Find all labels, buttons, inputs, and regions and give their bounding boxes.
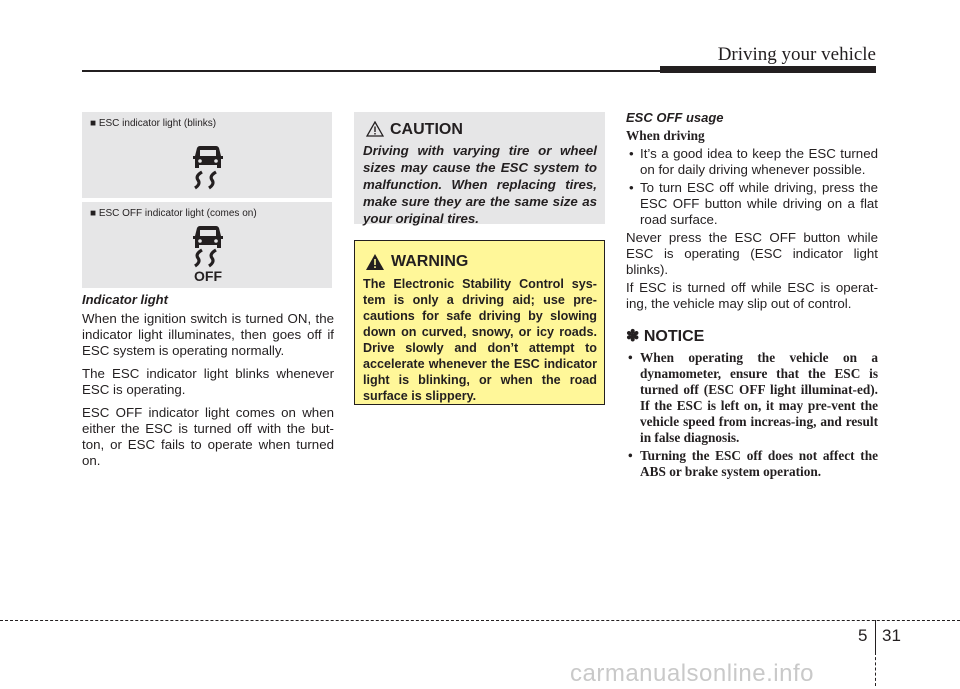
indicator-light-paragraph: ESC OFF indicator light comes on when either the ESC is turned off with the but-ton, or ESC fails to operate when turned on. (82, 405, 334, 468)
warning-title: WARNING (391, 253, 469, 270)
list-item: • When operating the vehicle on a dynamometer, ensure that the ESC is turned off (ESC OFF light illuminat-ed). If the ESC is left on, it may pre-vent the vehicle speed from increas-ing, and result in false diagnosis. (626, 350, 878, 446)
esc-off-car-skid-icon (188, 224, 228, 268)
warning-body: The Electronic Stability Control sys-tem is only a driving aid; use pre-cautions for safe driving by slowing down on curved, snowy, or icy roads. Drive slowly and don’t attempt to accelerate whenever the ESC indicator light is blinking, or when the road surface is slippery. (363, 277, 597, 403)
esc-off-usage-paragraph: Never press the ESC OFF button while ESC is operating (ESC indicator light blinks). (626, 230, 878, 277)
caution-body: Driving with varying tire or wheel sizes may cause the ESC system to malfunction. When replacing tires, make sure they are the same size as your original tires. (363, 143, 597, 226)
off-label: OFF (194, 268, 222, 284)
notice-title: ✽ NOTICE (626, 328, 705, 345)
list-item: • Turning the ESC off does not affect the ABS or brake system operation. (626, 448, 878, 480)
esc-indicator-caption: ■ ESC indicator light (blinks) (90, 118, 217, 129)
page-number-divider (875, 620, 876, 652)
esc-car-skid-icon (188, 144, 228, 192)
esc-off-indicator-caption: ■ ESC OFF indicator light (comes on) (90, 208, 257, 219)
warning-triangle-icon (365, 253, 385, 271)
esc-off-usage-list (626, 146, 878, 228)
indicator-light-paragraph: The ESC indicator light blinks whenever ESC is operating. (82, 366, 334, 397)
chapter-number: 5 (858, 626, 868, 645)
indicator-light-section (82, 292, 334, 476)
page-number: 31 (882, 626, 901, 645)
esc-off-usage-paragraph: If ESC is turned off while ESC is operat-ing, the vehicle may slip out of control. (626, 280, 878, 311)
caution-triangle-icon (366, 121, 384, 137)
esc-off-usage-heading: ESC OFF usage (626, 110, 724, 125)
watermark: carmanualsonline.info (570, 660, 814, 687)
footer-vertical-rule (875, 652, 876, 686)
caution-box (354, 112, 605, 224)
list-item: • To turn ESC off while driving, press the ESC OFF button while driving on a flat road surface. (626, 180, 878, 228)
esc-off-usage-section (626, 110, 878, 482)
header-rule (82, 70, 662, 72)
header-rule-thick (660, 66, 876, 73)
esc-indicator-panel (82, 112, 332, 198)
esc-off-indicator-panel (82, 202, 332, 288)
section-title: Driving your vehicle (717, 44, 876, 65)
indicator-light-heading: Indicator light (82, 292, 168, 307)
notice-list (626, 350, 878, 480)
indicator-light-paragraph: When the ignition switch is turned ON, the indicator light illuminates, then goes off if ESC system is operating normally. (82, 311, 334, 358)
list-item: • It’s a good idea to keep the ESC turned on for daily driving whenever possible. (626, 146, 878, 178)
footer-rule (0, 620, 960, 621)
warning-box (354, 240, 605, 405)
esc-off-usage-subheading: When driving (626, 128, 705, 143)
caution-title: CAUTION (390, 121, 463, 138)
